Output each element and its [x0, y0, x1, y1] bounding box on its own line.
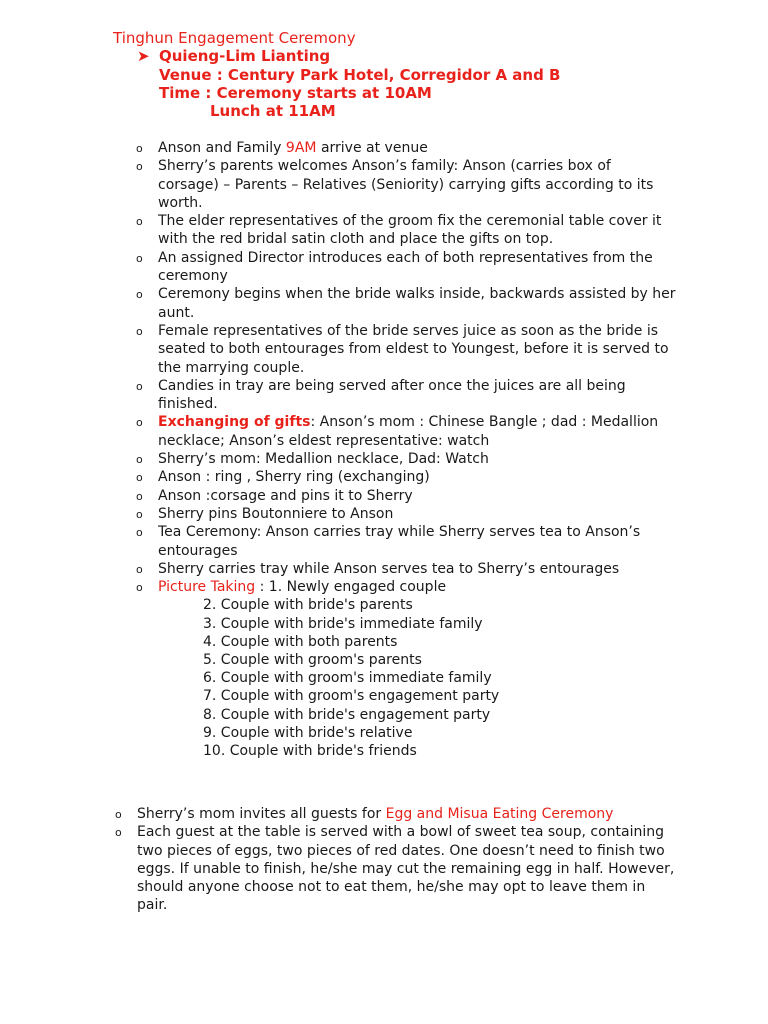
arrival-time: 9AM: [285, 140, 317, 156]
picture-item: 3. Couple with bride's immediate family: [203, 615, 483, 632]
bullet-icon: o: [136, 526, 143, 540]
couple-name: Quieng-Lim Lianting: [159, 47, 331, 65]
bullet-icon: o: [136, 581, 143, 595]
picture-item: 5. Couple with groom's parents: [203, 652, 422, 669]
list-item: o Ceremony begins when the bride walks inside, backwards assisted by her aunt.: [136, 286, 676, 321]
bullet-icon: o: [136, 288, 143, 302]
bullet-icon: o: [136, 251, 143, 265]
list-item: o Tea Ceremony: Anson carries tray while Sherry serves tea to Anson’s entourages: [136, 524, 641, 559]
egg-misua-ceremony-list: [115, 805, 675, 915]
ceremony-program-list: [136, 139, 676, 760]
list-item: o Sherry’s parents welcomes Anson’s family: Anson (carries box of corsage) – Parents – Relatives (Seniority) carrying gifts according to its worth.: [136, 158, 654, 211]
exchanging-gifts-label: Exchanging of gifts: [158, 414, 311, 431]
bullet-icon: o: [136, 471, 143, 485]
document-title: Tinghun Engagement Ceremony: [113, 29, 356, 47]
list-item: o An assigned Director introduces each of both representatives from the ceremony: [136, 249, 653, 285]
venue-line: Venue : Century Park Hotel, Corregidor A and B: [159, 66, 561, 84]
picture-item: 10. Couple with bride's friends: [203, 743, 417, 760]
bullet-icon: o: [136, 379, 143, 393]
picture-item: 2. Couple with bride's parents: [203, 597, 413, 614]
bullet-icon: o: [136, 215, 143, 229]
list-item: o Candies in tray are being served after once the juices are all being finished.: [136, 377, 626, 413]
arrow-bullet-icon: ➤: [137, 47, 150, 65]
list-item: o Female representatives of the bride serves juice as soon as the bride is seated to both entourages from eldest to Youngest, before it is served to the marrying couple.: [136, 322, 669, 376]
time-line: Time : Ceremony starts at 10AM: [159, 84, 432, 102]
list-item: o Each guest at the table is served with a bowl of sweet tea soup, containing two pieces of eggs, two pieces of red dates. One doesn’t need to finish two eggs. If unable to finish, he/she may cut the remaining egg in half. However, should anyone choose not to eat them, he/she may opt to leave them in pair.: [115, 824, 675, 914]
list-item: o Anson :corsage and pins it to Sherry: [136, 487, 676, 505]
bullet-icon: o: [136, 507, 143, 521]
list-item: o Anson : ring , Sherry ring (exchanging): [136, 468, 676, 486]
list-item: o The elder representatives of the groom fix the ceremonial table cover it with the red bridal satin cloth and place the gifts on top.: [136, 213, 662, 248]
egg-misua-label: Egg and Misua Eating Ceremony: [385, 806, 614, 822]
lunch-line: Lunch at 11AM: [210, 102, 336, 120]
bullet-icon: o: [136, 160, 143, 174]
picture-item: 7. Couple with groom's engagement party: [203, 688, 500, 705]
bullet-icon: o: [115, 808, 122, 821]
bullet-icon: o: [136, 142, 143, 155]
list-item: o Sherry carries tray while Anson serves tea to Sherry’s entourages: [136, 560, 676, 578]
list-item: o Sherry’s mom: Medallion necklace, Dad: Watch: [136, 450, 676, 468]
list-item: o Picture Taking : 1. Newly engaged couple 2. Couple with bride's parents 3. Couple with bride's immediate family 4. Couple with both parents 5. Couple with groom's parents 6. Couple with groom's immediate family 7. Couple with groom's engagement party 8. Couple with bride's engagement party 9. Couple with bride's relative 10. Couple with bride's friends: [136, 578, 676, 760]
bullet-icon: o: [136, 416, 143, 430]
bullet-icon: o: [115, 826, 122, 840]
picture-item: 9. Couple with bride's relative: [203, 724, 413, 741]
picture-taking-label: Picture Taking: [158, 579, 256, 596]
picture-item: 6. Couple with groom's immediate family: [203, 670, 492, 687]
picture-item: 4. Couple with both parents: [203, 633, 398, 650]
picture-taking-sublist: [158, 596, 676, 760]
couple-name-line: [137, 47, 330, 65]
list-item: o Anson and Family 9AM arrive at venue: [136, 139, 676, 157]
list-item: o Sherry pins Boutonniere to Anson: [136, 505, 676, 523]
bullet-icon: o: [136, 489, 143, 503]
list-item: o Exchanging of gifts: Anson’s mom : Chinese Bangle ; dad : Medallion necklace; Anson’s eldest representative: watch: [136, 414, 659, 449]
bullet-icon: o: [136, 453, 143, 467]
list-item: o Sherry’s mom invites all guests for Egg and Misua Eating Ceremony: [115, 805, 675, 823]
picture-item: 8. Couple with bride's engagement party: [203, 706, 491, 723]
bullet-icon: o: [136, 562, 143, 576]
bullet-icon: o: [136, 324, 143, 338]
